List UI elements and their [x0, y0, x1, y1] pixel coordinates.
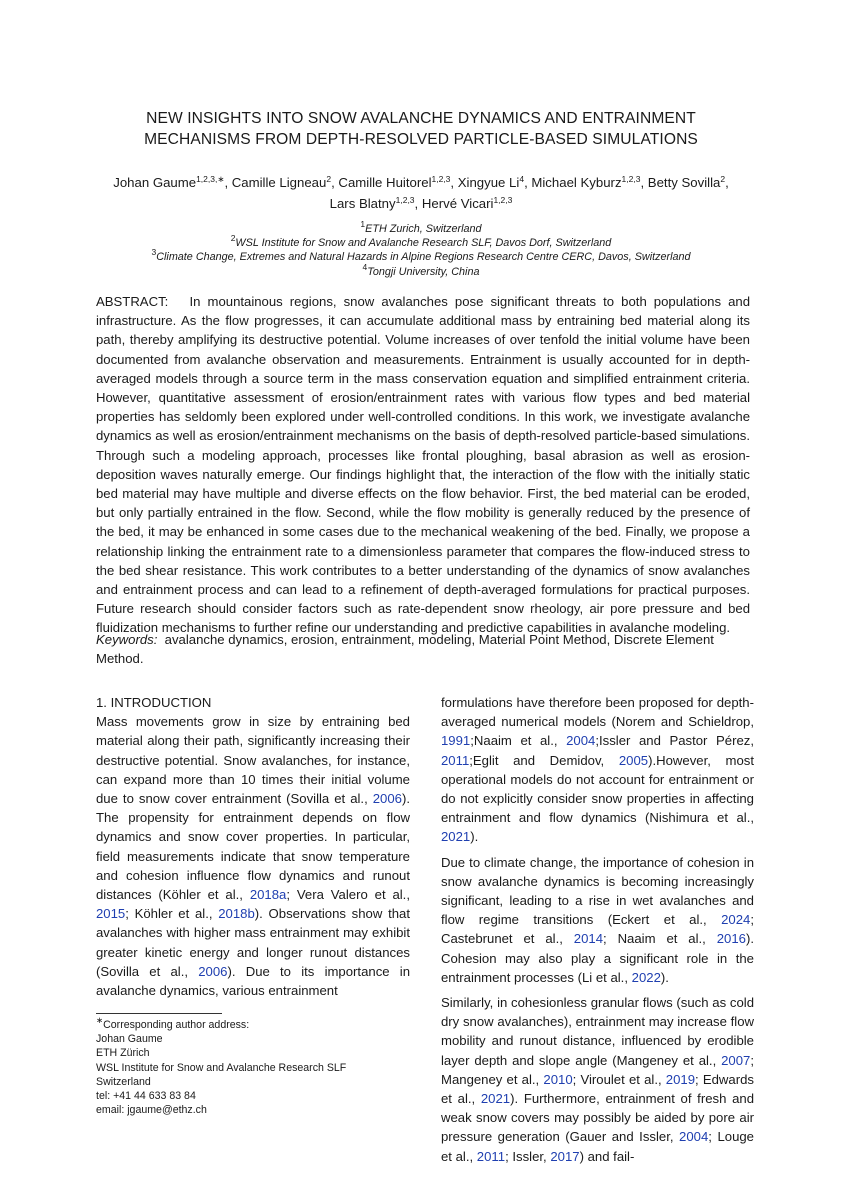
section-heading: 1. INTRODUCTION: [96, 695, 212, 710]
citation-link[interactable]: 2006: [372, 791, 402, 807]
paragraph-text: However, most operational models do not account for entrainment or do not explicitly consider snow properties in affecting entrainment and flow dynamics (Nishimura et al.,: [441, 752, 754, 826]
citation-link[interactable]: 2010: [543, 1071, 573, 1087]
citation-link[interactable]: 1991: [441, 733, 471, 749]
author-affil-sup: 4: [519, 174, 525, 184]
footnote-line: Johan Gaume: [96, 1033, 163, 1046]
paragraph-text: ).: [660, 969, 669, 985]
intro-paragraph-3: [441, 993, 754, 1166]
citation-link[interactable]: 2017: [550, 1148, 580, 1164]
paragraph-text: ;: [595, 733, 599, 749]
affiliation-list: [60, 219, 782, 279]
author-affil-sup: 1,2,3: [621, 174, 641, 184]
citation-link[interactable]: 2011: [441, 752, 470, 768]
affiliation-text: WSL Institute for Snow and Avalanche Research SLF, Davos Dorf, Switzerland: [235, 237, 612, 250]
footnote-line: Switzerland: [96, 1075, 151, 1088]
paragraph-text: Issler and Pastor Pérez,: [598, 733, 754, 749]
footnote: [96, 1015, 416, 1117]
affiliation-number: 3: [151, 247, 157, 258]
author-name: Michael Kyburz: [531, 175, 622, 190]
affiliation: [60, 261, 782, 279]
author-affil-sup: 2: [720, 174, 726, 184]
abstract-label: ABSTRACT:: [96, 294, 169, 309]
paragraph-text: ; Mangeney et al.,: [441, 1052, 754, 1087]
citation-link[interactable]: 2004: [566, 733, 596, 749]
affiliation-text: Climate Change, Extremes and Natural Hazards in Alpine Regions Research Centre CERC, Davos, Switzerland: [156, 251, 691, 264]
footnote-line: tel: +41 44 633 83 84: [96, 1090, 196, 1103]
author-name: Betty Sovilla: [647, 175, 721, 190]
citation-link[interactable]: 2014: [573, 931, 604, 947]
footnote-line: ∗Corresponding author address:: [96, 1015, 250, 1031]
abstract: [96, 292, 750, 638]
intro-paragraph-2: [441, 853, 754, 987]
paragraph-text: Similarly, in cohesionless granular flows (such as cold dry snow avalanches), entrainment may increase flow mobility and runout distance, influenced by erodible layer depth and slope angle (Mangeney et al.,: [441, 995, 754, 1068]
paragraph-text: ; Castebrunet et al.,: [441, 912, 754, 947]
footnote-line: WSL Institute for Snow and Avalanche Research SLF: [96, 1061, 347, 1074]
intro-paragraph-1: [96, 712, 410, 1000]
author-list: [60, 172, 782, 214]
paragraph-text: ;: [470, 733, 474, 749]
citation-link[interactable]: 2018a: [249, 887, 287, 903]
paragraph-text: Naaim et al.,: [473, 733, 567, 749]
affiliation-number: 4: [362, 261, 368, 272]
paragraph-text: ). The propensity for entrainment depends on flow dynamics and snow cover properties. In particular, field measurements indicate that snow temperature and cohesion influence flow dynamics and runout distances (Köhler et al.,: [96, 791, 410, 903]
paragraph-text: ).: [470, 829, 479, 845]
author-affil-sup: 1,2,3: [431, 174, 451, 184]
citation-link[interactable]: 2021: [480, 1091, 511, 1107]
citation-link[interactable]: 2011: [476, 1148, 506, 1164]
affiliation: [60, 247, 782, 264]
citation-link[interactable]: 2007: [721, 1052, 751, 1068]
paragraph-text: ; Edwards et al.,: [441, 1071, 754, 1107]
paragraph-text: ). Observations show that avalanches with higher mass entrainment may exhibit greater kinetic energy and longer runout distances (Sovilla et al.,: [96, 906, 410, 979]
paragraph-text: ; Köhler et al.,: [125, 906, 219, 922]
affiliation-number: 1: [360, 219, 366, 229]
author-affil-sup: 1,2,3,∗: [196, 174, 225, 184]
intro-paragraph-1-continued: [441, 693, 754, 847]
paper-title: [60, 108, 782, 150]
affiliation-text: ETH Zurich, Switzerland: [365, 223, 482, 235]
author-name: Lars Blatny: [329, 196, 396, 211]
paragraph-text: Eglit and Demidov,: [472, 752, 619, 768]
keywords: [96, 630, 750, 668]
title-line-1: NEW INSIGHTS INTO SNOW AVALANCHE DYNAMICS AND ENTRAINMENT: [146, 110, 696, 127]
author-affil-sup: 1,2,3: [395, 195, 415, 205]
citation-link[interactable]: 2015: [96, 906, 126, 922]
left-column: [96, 693, 410, 1000]
citation-link[interactable]: 2021: [441, 829, 471, 845]
title-line-2: MECHANISMS FROM DEPTH-RESOLVED PARTICLE-BASED SIMULATIONS: [144, 131, 698, 148]
paragraph-text: ). Furthermore, entrainment of fresh and weak snow covers may possibly be aided by pore air pressure generation (Gauer and Issler,: [441, 1091, 755, 1145]
citation-link[interactable]: 2006: [198, 963, 228, 979]
paragraph-text: Mass movements grow in size by entraining bed material along their path, significantly increasing their destructive potential. Snow avalanches, for instance, can expand more than 10 times their initial volume due to snow cover entrainment (Sovilla et al.,: [96, 714, 410, 807]
author-name: Johan Gaume: [113, 175, 197, 190]
keywords-text: avalanche dynamics, erosion, entrainment, modeling, Material Point Method, Discrete Element Method.: [96, 632, 714, 666]
citation-link[interactable]: 2016: [716, 931, 746, 947]
affiliation-text: Tongji University, China: [367, 265, 480, 278]
paragraph-text: ).: [648, 752, 657, 768]
paragraph-text: ; Viroulet et al.,: [572, 1071, 666, 1087]
paragraph-text: formulations have therefore been proposed for depth-averaged numerical models (Norem and Schieldrop,: [441, 695, 754, 730]
author-name: Hervé Vicari: [421, 196, 494, 211]
paragraph-text: ; Vera Valero et al.,: [286, 887, 410, 903]
author-name: Camille Huitorel: [338, 175, 432, 190]
footnote-divider: [96, 1013, 222, 1014]
paragraph-text: ; Issler,: [505, 1148, 551, 1164]
citation-link[interactable]: 2018b: [218, 906, 255, 922]
author-affil-sup: 1,2,3: [493, 195, 513, 205]
affiliation-number: 2: [230, 233, 236, 244]
citation-link[interactable]: 2005: [618, 752, 649, 768]
author-line-2: Lars Blatny$^{1,2,3}$, Hervé Vicari$^{1,2,3}$: [329, 195, 513, 211]
affiliation: [60, 219, 782, 236]
paragraph-text: ;: [469, 752, 473, 768]
affiliation: [60, 233, 782, 250]
paragraph-text: ). Due to its importance in avalanche dynamics, various entrainment: [96, 963, 411, 999]
author-line-1: Johan Gaume$^{1,2,3,∗}$, Camille Ligneau$^2$, Camille Huitorel$^{1,2,3}$, Xingyue Li$^4$, Michael Kyburz$^{1,2,3}$, Betty Sovilla$^2$,: [113, 174, 729, 190]
citation-link[interactable]: 2022: [631, 969, 661, 985]
paragraph-text: Due to climate change, the importance of cohesion in snow avalanche dynamics is becoming increasingly significant, leading to a rise in wet avalanches and flow regime transitions (Eckert et al.,: [441, 854, 754, 928]
paragraph-text: ; Naaim et al.,: [603, 931, 717, 947]
author-name: Camille Ligneau: [231, 175, 327, 190]
footnote-line: ETH Zürich: [96, 1047, 150, 1060]
footnote-email: email: jgaume@ethz.ch: [96, 1104, 207, 1117]
right-column: [441, 693, 754, 1166]
citation-link[interactable]: 2004: [679, 1129, 709, 1145]
footnote-marker: ∗: [96, 1015, 104, 1025]
author-name: Xingyue Li: [457, 175, 520, 190]
paragraph-text: ). Cohesion may also play a significant role in the entrainment processes (Li et al.,: [441, 931, 754, 985]
citation-link[interactable]: 2019: [665, 1071, 696, 1087]
citation-link[interactable]: 2024: [721, 912, 751, 928]
abstract-text: In mountainous regions, snow avalanches pose significant threats to both populations and infrastructure. As the flow progresses, it can accumulate additional mass by entraining bed material along its path, thereby amplifying its destructive potential. Volume increases of over tenfold the initial volume have been documented from avalanche observation and measurements. Entrainment is usually accounted for in depth-averaged models through a source term in the mass conservation equation and simplified entrainment criteria. However, quantitative assessment of erosion/entrainment rates with various flow types and bed material properties has seldomly been explored under well-controlled conditions. In this work, we investigate avalanche dynamics as well as erosion/entrainment mechanisms on the basis of depth-resolved particle-based simulations. Through such a modeling approach, processes like frontal ploughing, basal abrasion as well as erosion-deposition waves naturally emerge. Our findings highlight that, the interaction of the flow with the initially static bed material may have multiple and diverse effects on the flow behavior. First, the bed material can be eroded, but only partially entrained in the flow. Second, while the flow mobility is generally reduced by the presence of the bed, it may be enhanced in some cases due to the mechanical weakening of the bed. Finally, we propose a relationship linking the entrainment rate to a dimensionless parameter that compares the flow-induced stress to the bed shear resistance. This work contributes to a better understanding of the dynamics of snow avalanches and entrainment process and can lead to a refinement of depth-averaged formulations for practical purposes. Future research should consider factors such as rate-dependent snow rheology, air pore pressure and bed fluidization mechanisms to further refine our understanding and predictive capabilities in avalanche modeling.: [96, 294, 751, 636]
paragraph-text: ; Louge et al.,: [441, 1129, 754, 1164]
paragraph-text: ) and fail-: [579, 1148, 635, 1164]
keywords-label: Keywords:: [96, 632, 158, 647]
author-affil-sup: 2: [326, 174, 332, 184]
